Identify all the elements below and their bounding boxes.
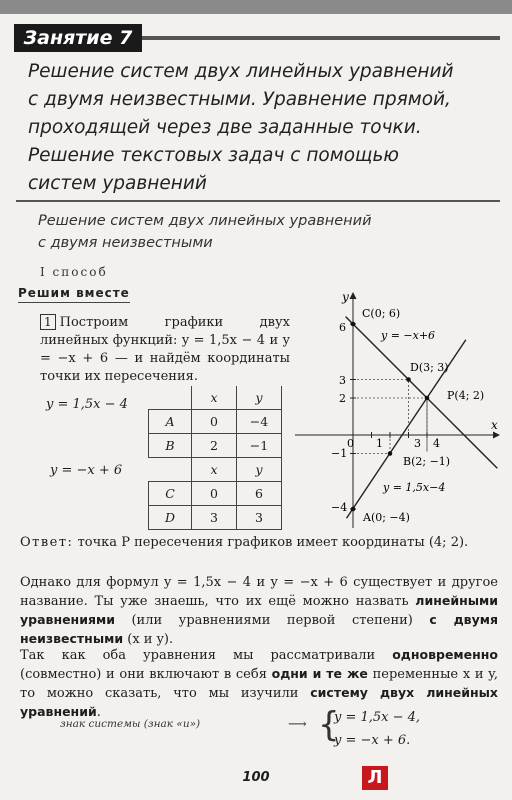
- table-header: y: [237, 458, 282, 482]
- y-tick-label: 3: [339, 374, 346, 387]
- system-equation-1: y = 1,5x − 4,: [334, 710, 421, 725]
- line-label: y = −x+6: [381, 329, 436, 342]
- graph-point: [351, 322, 356, 327]
- point-label: C(0; 6): [362, 307, 401, 320]
- top-bar: [0, 0, 512, 14]
- subtitle-line: Решение систем двух линейных уравнений: [38, 213, 372, 229]
- x-tick-label: 1: [376, 437, 383, 450]
- y-tick-label: −1: [331, 447, 348, 460]
- answer-prefix: Ответ:: [20, 535, 74, 550]
- curly-brace-icon: {: [318, 705, 340, 745]
- table-header: x: [192, 458, 237, 482]
- point-label: B(2; −1): [403, 455, 451, 468]
- method-label: I способ: [40, 265, 108, 279]
- answer: [20, 534, 498, 552]
- table1-label: y = 1,5x − 4: [46, 397, 128, 412]
- table-header: x: [192, 386, 237, 410]
- title-line: Решение текстовых задач с помощью: [28, 145, 399, 166]
- task-number: 1: [40, 314, 56, 330]
- title-line: проходящей через две заданные точки.: [28, 117, 422, 138]
- title-rule: [16, 200, 500, 202]
- table-header: y: [237, 386, 282, 410]
- y-axis-label: y: [342, 290, 349, 304]
- solve-together-heading: Решим вместе: [18, 286, 130, 303]
- graph-point: [388, 451, 393, 456]
- y-tick-label: 6: [339, 321, 346, 334]
- table2-label: y = −x + 6: [50, 463, 123, 478]
- point-label: D(3; 3): [410, 361, 449, 374]
- value-table-1: [148, 386, 282, 458]
- task-text: Построим графики двух линейных функций: y = 1,5x − 4 и y = −x + 6 — и найдём координаты точки их пересечения.: [40, 315, 290, 384]
- point-label: P(4; 2): [447, 389, 485, 402]
- value-table-2: [148, 458, 282, 530]
- x-axis-label: x: [491, 418, 498, 432]
- paragraph-linear-equations: Однако для формул y = 1,5x − 4 и y = −x + 6 существует и другое название. Ты уже знаешь, что их ещё можно назвать линейными уравнениями (или уравнениями первой степени) с двумя неизвестными (x и y).: [20, 575, 498, 647]
- system-equation-2: y = −x + 6.: [334, 733, 411, 748]
- section-subtitle: [38, 210, 438, 254]
- task-text-block: [40, 314, 290, 386]
- x-tick-label: 4: [433, 437, 440, 450]
- graph-point: [406, 377, 411, 382]
- function-graph: [295, 285, 507, 530]
- point-label: A(0; −4): [363, 511, 410, 524]
- page-number: 100: [242, 770, 270, 785]
- title-line: с двумя неизвестными. Уравнение прямой,: [28, 89, 451, 110]
- system-sign-label: знак системы (знак «и»): [60, 718, 201, 730]
- graph-point: [351, 507, 356, 512]
- arrow-right-icon: ⟶: [288, 717, 307, 732]
- origin-label: 0: [347, 437, 354, 450]
- lesson-title: [28, 58, 498, 198]
- paragraph-system: Так как оба уравнения мы рассматривали одновременно (совместно) и они включают в себя одни и те же переменные x и y, то можно сказать, что мы изучили систему двух линейных уравнений.: [20, 647, 499, 720]
- line-label: y = 1,5x−4: [383, 481, 446, 494]
- table-row: C 0 6: [149, 482, 282, 506]
- graph-point: [425, 396, 430, 401]
- subtitle-line: с двумя неизвестными: [38, 235, 213, 251]
- y-tick-label: 2: [339, 392, 346, 405]
- answer-text: точка P пересечения графиков имеет координаты (4; 2).: [73, 535, 469, 550]
- y-tick-label: −4: [331, 501, 348, 514]
- table-row: D 3 3: [149, 506, 282, 530]
- title-line: Решение систем двух линейных уравнений: [28, 61, 454, 82]
- table-row: B 2 −1: [149, 434, 282, 458]
- header-rule: [142, 36, 500, 40]
- x-tick-label: 3: [414, 437, 421, 450]
- table-row: A 0 −4: [149, 410, 282, 434]
- title-line: систем уравнений: [28, 173, 207, 194]
- publisher-logo: Л: [362, 766, 388, 790]
- lesson-label: Занятие 7: [14, 24, 142, 52]
